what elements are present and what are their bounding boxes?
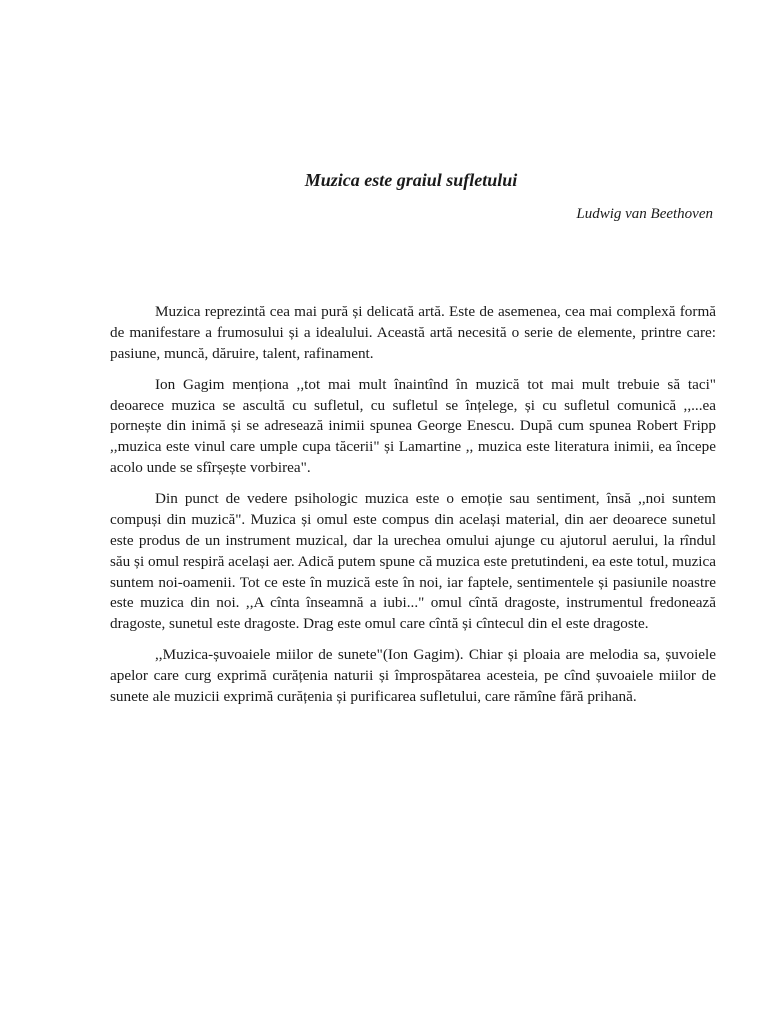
document-title: Muzica este graiul sufletului [304,170,518,190]
quote-author: Ludwig van Beethoven [576,206,713,222]
paragraph: Muzica reprezintă cea mai pură și delicată artă. Este de asemenea, cea mai complexă formă de manifestare a frumosului și a idealului. Această artă necesită o serie de elemente, printre care: pasiune, muncă, dăruire, talent, rafinament. [110,303,716,362]
document-body [110,302,716,718]
paragraph: ,,Muzica-șuvoaiele miilor de sunete"(Ion Gagim). Chiar și ploaia are melodia sa, șuvoiele apelor care curg exprimă curățenia naturii și împrospătarea acesteia, pe cînd șuvoaiele miilor de sunete ale muzicii exprimă curățenia și purificarea sufletului, care rămîne fără prihană. [110,646,716,706]
paragraph: Din punct de vedere psihologic muzica este o emoție sau sentiment, însă ,,noi suntem compuși din muzică". Muzica și omul este compus din același material, din aer deoarece sunetul este produs de un instrument muzical, dar la urechea omului ajunge cu ajutorul aerului, la rîndul său și omul respiră același aer. Adică putem spune că muzica este pretutindeni, ea este totul, muzica suntem noi-oamenii. Tot ce este în muzică este în noi, iar faptele, sentimentele și pasiunile noastre este muzica din noi. ,,A cînta înseamnă a iubi..." omul cîntă dragoste, instrumentul fredonează dragoste, sunetul este dragoste. Drag este omul care cîntă și cîntecul din el este dragoste. [110,490,717,633]
paragraph: Ion Gagim menționa ,,tot mai mult înaintînd în muzică tot mai mult trebuie să taci" deoarece muzica se ascultă cu sufletul, cu sufletul se înțelege, și cu sufletul comunică ,,...ea pornește din inimă și se adresează inimii spunea George Enescu. După cum spunea Robert Fripp ,,muzica este vinul care umple cupa tăcerii" și Lamartine ,, muzica este literatura inimii, ea începe acolo unde se sfîrșește vorbirea". [110,375,716,477]
